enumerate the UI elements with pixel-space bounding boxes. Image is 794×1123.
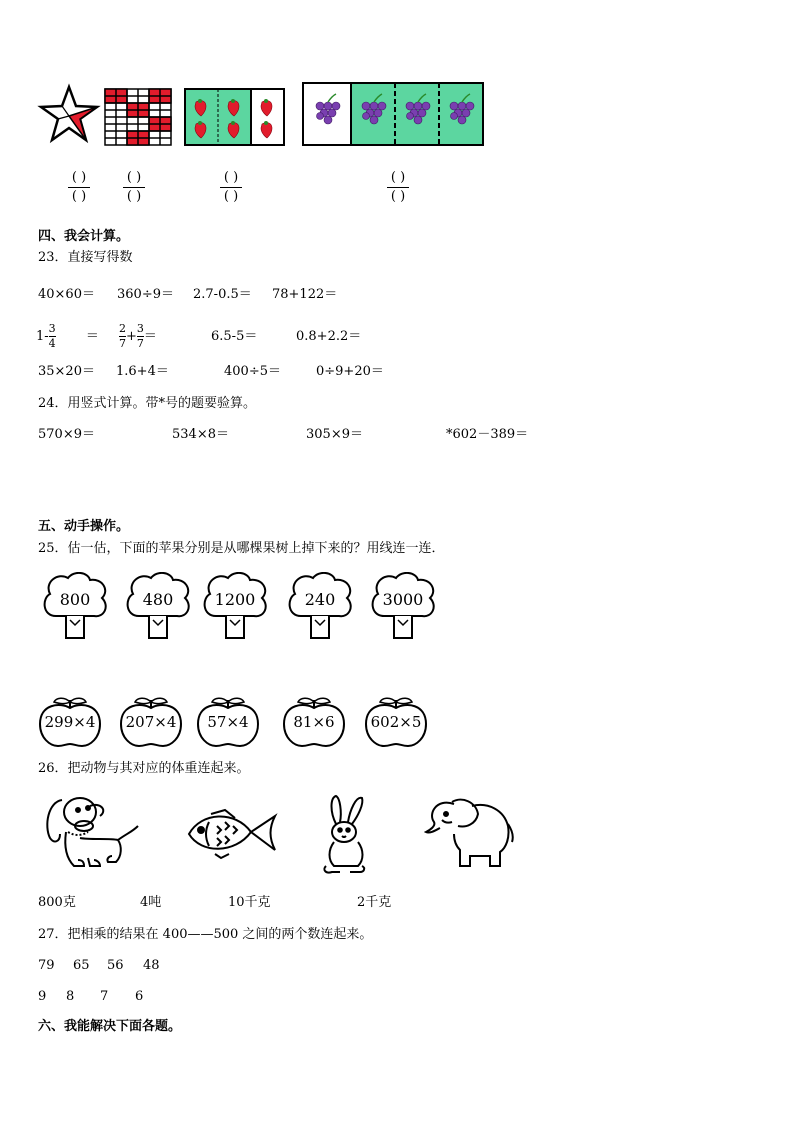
q27-r2-4: 6 — [135, 989, 144, 1004]
q27-r2-2: 8 — [66, 989, 75, 1004]
strawberry-figure — [184, 88, 286, 148]
apple-expression: 81×6 — [293, 713, 335, 731]
q23-r1-3: 2.7-0.5＝ — [193, 287, 252, 302]
tree-number: 480 — [142, 590, 174, 609]
q23-r1-2: 360÷9＝ — [117, 287, 174, 302]
tree-1[interactable] — [42, 572, 108, 642]
q27-r1-1: 79 — [38, 958, 55, 973]
grid-figure — [104, 88, 172, 146]
apple-2[interactable] — [119, 694, 183, 748]
q24-item-3: 305×9＝ — [306, 427, 363, 442]
q27-r1-3: 56 — [107, 958, 124, 973]
q23-title: 23．直接写得数 — [38, 250, 133, 265]
apple-4[interactable] — [282, 694, 346, 748]
rabbit-image — [320, 794, 372, 878]
q23-r3-3: 400÷5＝ — [224, 364, 281, 379]
fraction-blank-1[interactable]: ( ) ( ) — [66, 171, 92, 204]
q23-r1-1: 40×60＝ — [38, 287, 95, 302]
q24-item-2: 534×8＝ — [172, 427, 229, 442]
dog-image — [40, 792, 144, 876]
q23-r3-2: 1.6+4＝ — [116, 364, 169, 379]
weight-1: 800克 — [38, 895, 76, 910]
apple-expression: 299×4 — [44, 713, 96, 731]
fraction-figures — [36, 82, 496, 152]
tree-3[interactable] — [202, 572, 268, 642]
apple-1[interactable] — [38, 694, 102, 748]
q27-r1-4: 48 — [143, 958, 160, 973]
apple-5[interactable] — [364, 694, 428, 748]
weight-2: 4吨 — [140, 895, 162, 910]
q23-r2-2: $\frac{2}{7}$ + $\frac{3}{7}$ ＝ — [119, 322, 157, 350]
weight-4: 2千克 — [357, 895, 392, 910]
q23-r3-4: 0÷9+20＝ — [316, 364, 384, 379]
section5-title: 五、动手操作。 — [38, 519, 130, 534]
fraction-blank-3[interactable]: ( ) ( ) — [218, 171, 244, 204]
grape-figure — [302, 82, 486, 148]
q24-title: 24．用竖式计算。带*号的题要验算。 — [38, 396, 257, 411]
fraction-blank-4[interactable]: ( ) ( ) — [385, 171, 411, 204]
q25-title: 25．估一估，下面的苹果分别是从哪棵果树上掉下来的？用线连一连． — [38, 541, 445, 556]
apple-expression: 57×4 — [207, 713, 249, 731]
fraction-blank-2[interactable]: ( ) ( ) — [121, 171, 147, 204]
section6-title: 六、我能解决下面各题。 — [38, 1019, 182, 1034]
section4-title: 四、我会计算。 — [38, 229, 130, 244]
q23-r2-1: 1- $\frac{3}{4}$ ＝ — [36, 322, 99, 350]
q27-title: 27．把相乘的结果在 400——500 之间的两个数连起来。 — [38, 927, 373, 942]
q27-r2-3: 7 — [100, 989, 109, 1004]
q24-item-1: 570×9＝ — [38, 427, 95, 442]
q27-r1-2: 65 — [73, 958, 90, 973]
q23-r2-4: 0.8+2.2＝ — [296, 329, 362, 344]
apple-expression: 207×4 — [125, 713, 177, 731]
apple-expression: 602×5 — [370, 713, 422, 731]
q27-r2-1: 9 — [38, 989, 47, 1004]
apple-3[interactable] — [196, 694, 260, 748]
tree-4[interactable] — [287, 572, 353, 642]
tree-number: 3000 — [382, 590, 424, 609]
fish-image — [185, 808, 279, 860]
q23-r2-3: 6.5-5＝ — [211, 329, 258, 344]
tree-number: 240 — [304, 590, 336, 609]
tree-5[interactable] — [370, 572, 436, 642]
elephant-image — [424, 792, 516, 872]
tree-2[interactable] — [125, 572, 191, 642]
tree-number: 800 — [59, 590, 91, 609]
star-figure — [36, 82, 102, 148]
q24-item-4: *602－389＝ — [446, 427, 529, 442]
q26-title: 26．把动物与其对应的体重连起来。 — [38, 761, 250, 776]
q23-r1-4: 78+122＝ — [272, 287, 338, 302]
weight-3: 10千克 — [228, 895, 271, 910]
q23-r3-1: 35×20＝ — [38, 364, 95, 379]
tree-number: 1200 — [214, 590, 256, 609]
